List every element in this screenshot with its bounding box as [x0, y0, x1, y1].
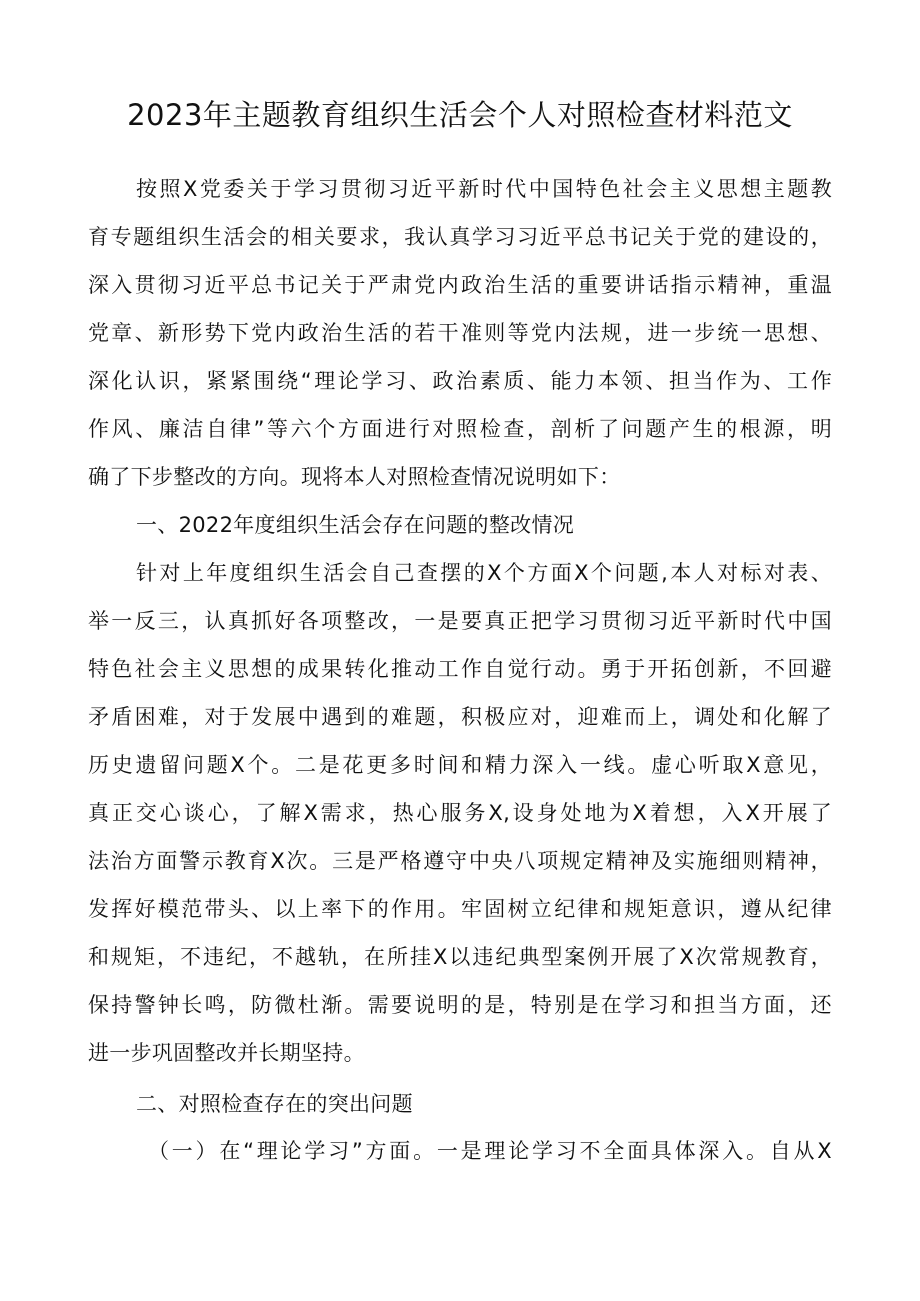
- paragraph-1-line-2: 育专题组织生活会的相关要求，我认真学习习近平总书记关于党的建设的，: [88, 225, 832, 249]
- paragraph-2-line-10: 保持警钟长鸣，防微杜渐。需要说明的是，特别是在学习和担当方面，还: [88, 993, 832, 1017]
- paragraph-2-line-1: 针对上年度组织生活会自己查摆的X个方面X个问题,本人对标对表、: [136, 561, 832, 585]
- paragraph-1-line-6: 作风、廉洁自律”等六个方面进行对照检查，剖析了问题产生的根源，明: [88, 417, 832, 441]
- document-title: 2023年主题教育组织生活会个人对照检查材料范文: [127, 98, 793, 132]
- section-heading-1: 一、2022年度组织生活会存在问题的整改情况: [136, 513, 575, 537]
- paragraph-1-line-1: 按照X党委关于学习贯彻习近平新时代中国特色社会主义思想主题教: [136, 177, 832, 201]
- paragraph-2-line-5: 历史遗留问题X个。二是花更多时间和精力深入一线。虚心听取X意见，: [88, 753, 832, 777]
- paragraph-2-line-6: 真正交心谈心，了解X需求，热心服务X,设身处地为X着想，入X开展了: [88, 801, 832, 825]
- paragraph-2-line-2: 举一反三，认真抓好各项整改，一是要真正把学习贯彻习近平新时代中国: [88, 609, 832, 633]
- paragraph-2-line-9: 和规矩，不违纪，不越轨，在所挂X以违纪典型案例开展了X次常规教育，: [88, 945, 832, 969]
- paragraph-1-line-3: 深入贯彻习近平总书记关于严肃党内政治生活的重要讲话指示精神，重温: [88, 273, 832, 297]
- paragraph-2-line-3: 特色社会主义思想的成果转化推动工作自觉行动。勇于开拓创新，不回避: [88, 657, 832, 681]
- paragraph-1-line-5: 深化认识，紧紧围绕“理论学习、政治素质、能力本领、担当作为、工作: [88, 369, 832, 393]
- subsection-1-line-1: （一）在“理论学习”方面。一是理论学习不全面具体深入。自从X: [148, 1139, 832, 1163]
- paragraph-1-line-4: 党章、新形势下党内政治生活的若干准则等党内法规，进一步统一思想、: [88, 321, 832, 345]
- section-heading-2: 二、对照检查存在的突出问题: [136, 1092, 413, 1116]
- paragraph-2-line-4: 矛盾困难，对于发展中遇到的难题，积极应对，迎难而上，调处和化解了: [88, 705, 832, 729]
- paragraph-2-line-8: 发挥好模范带头、以上率下的作用。牢固树立纪律和规矩意识，遵从纪律: [88, 897, 832, 921]
- paragraph-1-line-7: 确了下步整改的方向。现将本人对照检查情况说明如下：: [88, 465, 621, 489]
- paragraph-2-line-7: 法治方面警示教育X次。三是严格遵守中央八项规定精神及实施细则精神，: [88, 849, 832, 873]
- paragraph-2-line-11: 进一步巩固整改并长期坚持。: [88, 1041, 365, 1065]
